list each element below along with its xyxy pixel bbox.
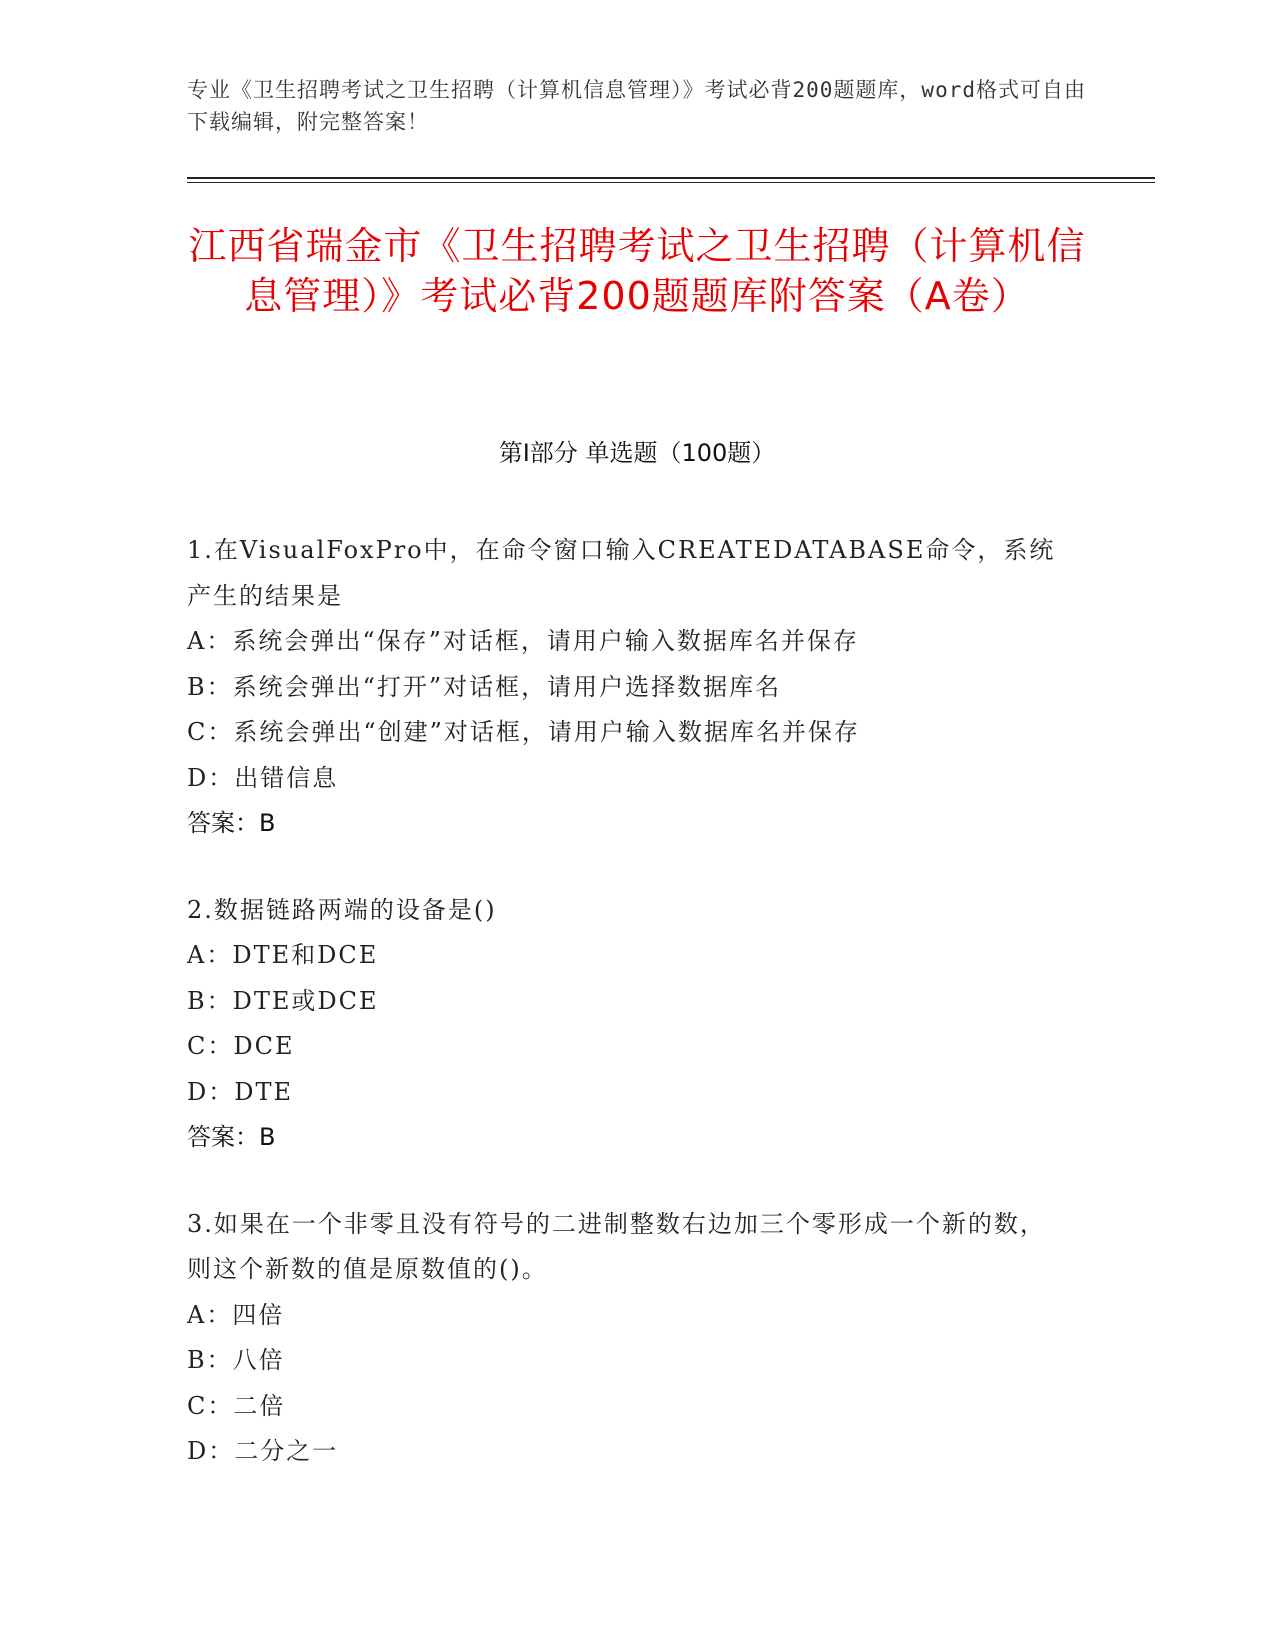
header-rule-thick [187,177,1155,179]
header-note: 专业《卫生招聘考试之卫生招聘（计算机信息管理）》考试必背200题题库，word格式可自由下载编辑，附完整答案！ [187,78,1086,134]
option-c: C：系统会弹出“创建”对话框，请用户输入数据库名并保存 [187,718,860,746]
question-list [187,528,1067,1516]
option-a: A：四倍 [187,1300,285,1329]
option-b: B：系统会弹出“打开”对话框，请用户选择数据库名 [187,672,782,701]
option-c: C：DCE [187,1032,295,1060]
option-d: D：二分之一 [187,1437,339,1465]
question-2 [187,888,1067,1161]
question-1 [187,528,1067,847]
option-a: A：DTE和DCE [187,941,379,969]
header-rule-thin [187,182,1155,183]
option-b: B：DTE或DCE [187,986,379,1015]
option-c: C：二倍 [187,1391,286,1420]
answer-line: 答案：B [187,809,276,837]
section-heading: 第I部分 单选题（100题） [498,439,776,467]
document-title: 江西省瑞金市《卫生招聘考试之卫生招聘（计算机信息管理）》考试必背200题题库附答案（A卷） [188,224,1086,318]
option-b: B：八倍 [187,1346,285,1374]
option-a: A：系统会弹出“保存”对话框，请用户输入数据库名并保存 [187,627,859,655]
question-stem: 1.在VisualFoxPro中，在命令窗口输入CREATEDATABASE命令，系统产生的结果是 [187,536,1056,610]
option-d: D：DTE [187,1077,294,1106]
question-3 [187,1202,1067,1475]
option-d: D：出错信息 [187,763,339,792]
question-stem: 3.如果在一个非零且没有符号的二进制整数右边加三个零形成一个新的数，则这个新数的值是原数值的()。 [187,1209,1046,1283]
question-stem: 2.数据链路两端的设备是() [187,895,497,924]
answer-line: 答案：B [187,1123,276,1151]
